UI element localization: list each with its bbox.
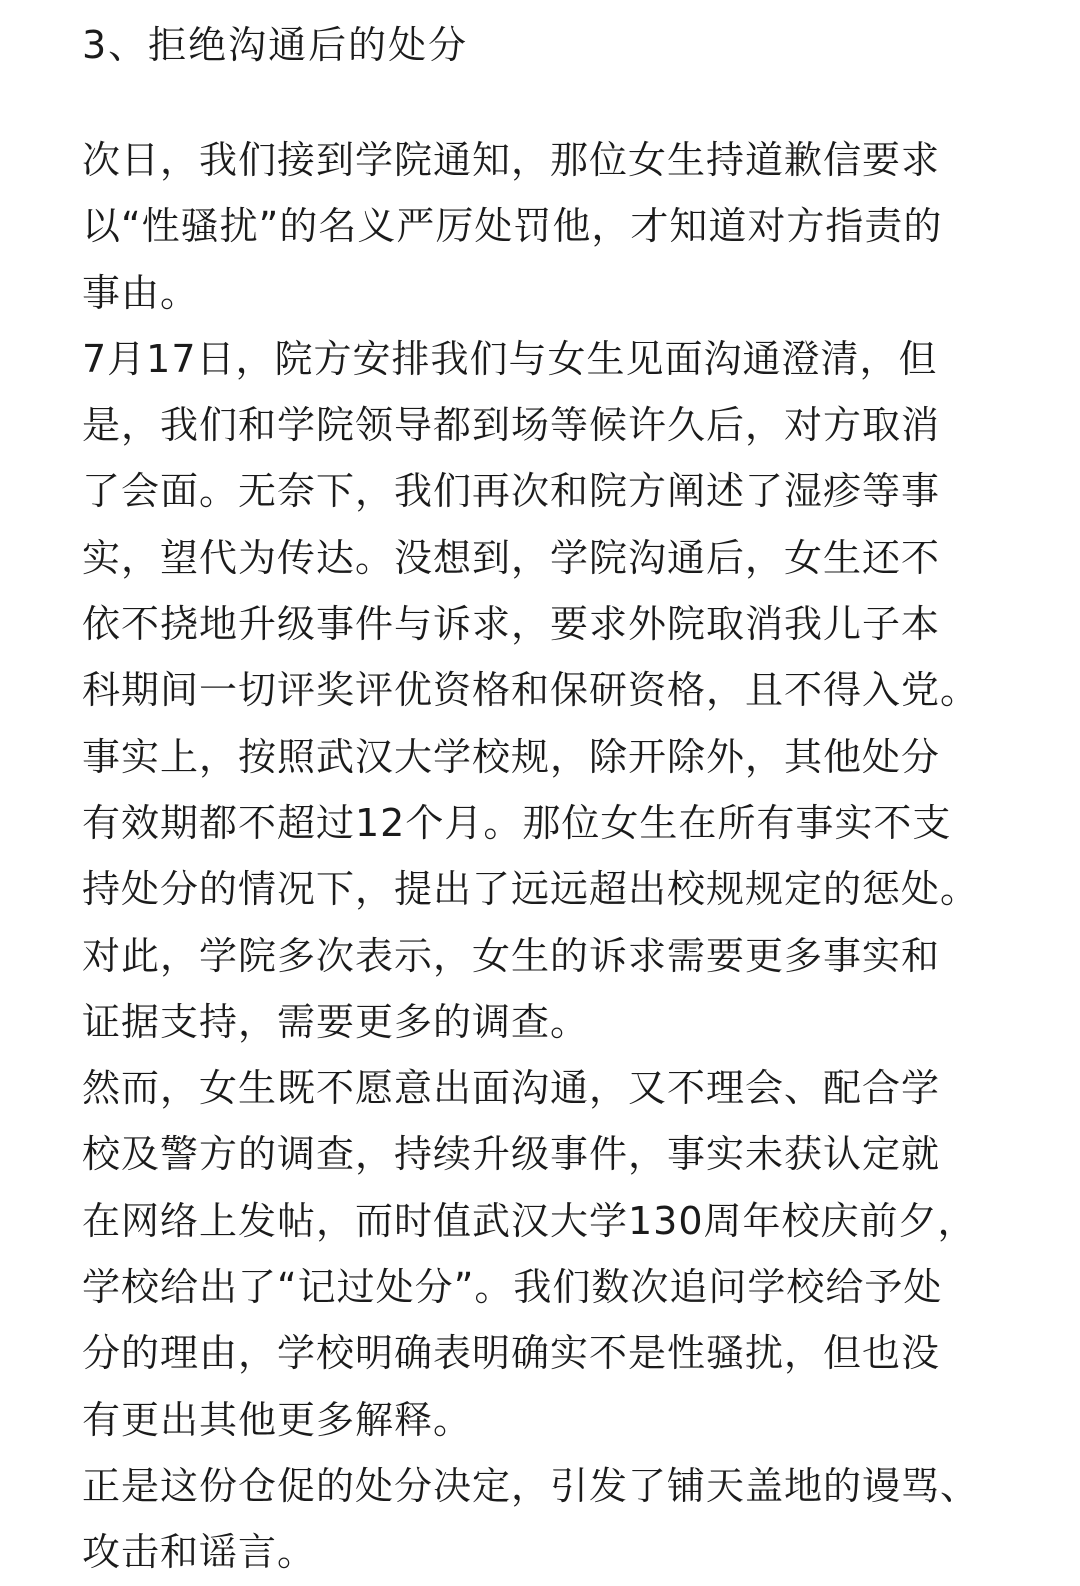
text-line: 实，望代为传达。没想到，学院沟通后，女生还不 [82, 535, 941, 580]
article-body [82, 127, 1002, 1586]
text-line: 校及警方的调查，持续升级事件，事实未获认定就 [82, 1132, 941, 1177]
text-line: 分的理由，学校明确表明确实不是性骚扰，但也没 [82, 1331, 941, 1376]
text-line: 科期间一切评奖评优资格和保研资格，且不得入党。 [82, 668, 980, 713]
text-line: 是，我们和学院领导都到场等候许久后，对方取消 [82, 403, 941, 448]
text-line: 对此，学院多次表示，女生的诉求需要更多事实和 [82, 933, 941, 978]
text-line: 持处分的情况下，提出了远远超出校规规定的惩处。 [82, 867, 980, 912]
text-line: 7月17日，院方安排我们与女生见面沟通澄清，但 [82, 336, 938, 381]
text-line: 证据支持，需要更多的调查。 [82, 999, 590, 1044]
text-line: 事实上，按照武汉大学校规，除开除外，其他处分 [82, 734, 941, 779]
text-line: 然而，女生既不愿意出面沟通，又不理会、配合学 [82, 1066, 941, 1111]
text-line: 依不挠地升级事件与诉求，要求外院取消我儿子本 [82, 602, 941, 647]
text-line: 了会面。无奈下，我们再次和院方阐述了湿疹等事 [82, 469, 941, 514]
text-line: 正是这份仓促的处分决定，引发了铺天盖地的谩骂、 [82, 1463, 980, 1508]
text-line: 学校给出了“记过处分”。我们数次追问学校给予处 [82, 1265, 943, 1310]
text-line: 在网络上发帖，而时值武汉大学130周年校庆前夕， [82, 1198, 977, 1243]
section-heading: 3、拒绝沟通后的处分 [82, 23, 469, 67]
text-line: 事由。 [82, 270, 200, 315]
text-line: 以“性骚扰”的名义严厉处罚他，才知道对方指责的 [82, 204, 943, 249]
text-line: 攻击和谣言。 [82, 1530, 317, 1575]
text-line: 次日，我们接到学院通知，那位女生持道歉信要求 [82, 138, 941, 182]
text-line: 有更出其他更多解释。 [82, 1397, 473, 1442]
text-line: 有效期都不超过12个月。那位女生在所有事实不支 [82, 800, 952, 845]
